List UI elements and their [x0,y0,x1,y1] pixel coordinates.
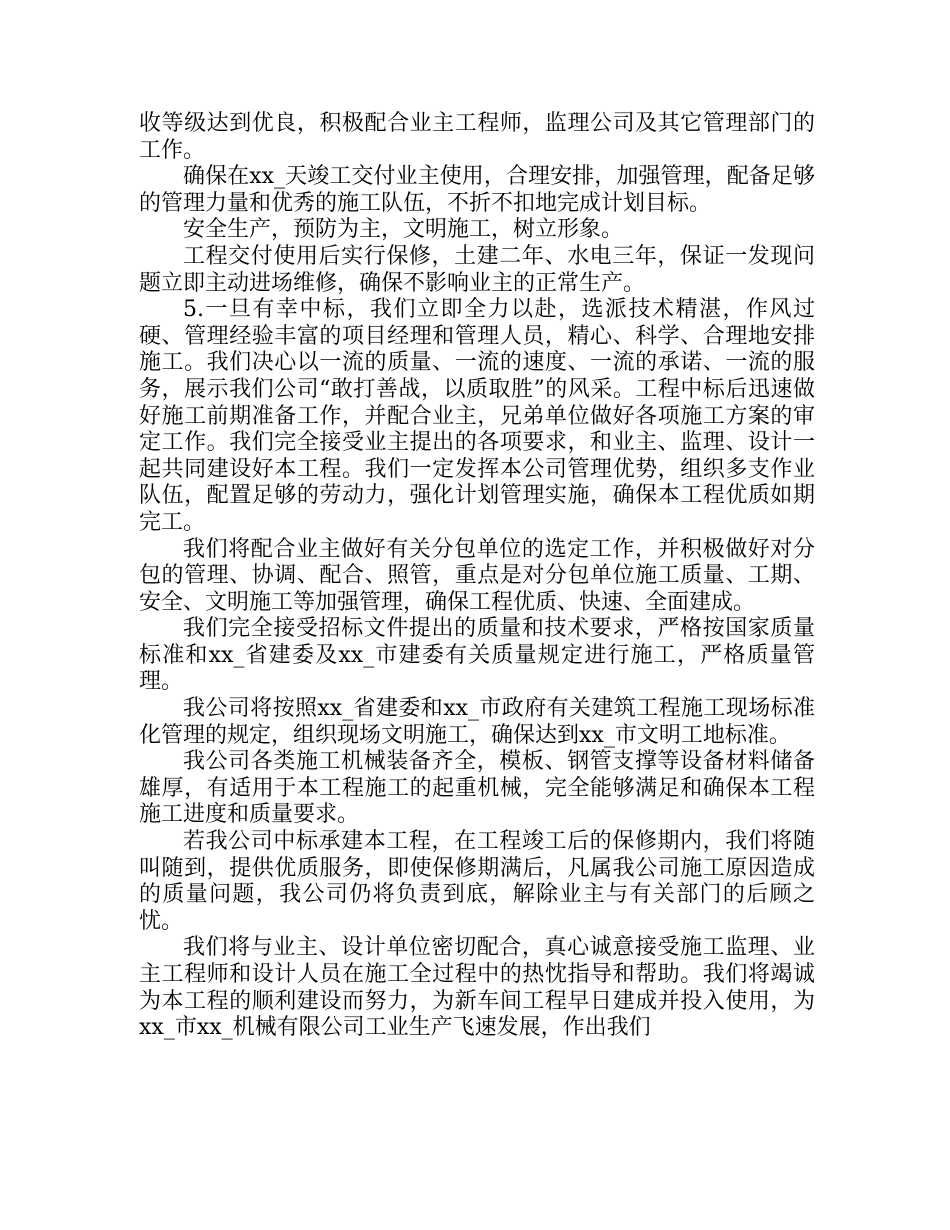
paragraph-6: 我们将配合业主做好有关分包单位的选定工作，并积极做好对分包的管理、协调、配合、照管，重点是对分包单位施工质量、工期、安全、文明施工等加强管理，确保工程优质、快速、全面建成。 [139,536,815,615]
paragraph-11: 我们将与业主、设计单位密切配合，真心诚意接受施工监理、业主工程师和设计人员在施工全过程中的热忱指导和帮助。我们将竭诚为本工程的顺利建设而努力，为新车间工程早日建成并投入使用，为xx_市xx_机械有限公司工业生产飞速发展，作出我们 [139,935,815,1041]
paragraph-7: 我们完全接受招标文件提出的质量和技术要求，严格按国家质量标准和xx_省建委及xx_市建委有关质量规定进行施工，严格质量管理。 [139,616,815,695]
paragraph-2: 确保在xx_天竣工交付业主使用，合理安排，加强管理，配备足够的管理力量和优秀的施工队伍，不折不扣地完成计划目标。 [139,164,815,216]
paragraph-8: 我公司将按照xx_省建委和xx_市政府有关建筑工程施工现场标准化管理的规定，组织现场文明施工，确保达到xx_市文明工地标准。 [139,696,815,748]
paragraph-5: 5.一旦有幸中标，我们立即全力以赴，选派技术精湛，作风过硬、管理经验丰富的项目经理和管理人员，精心、科学、合理地安排施工。我们决心以一流的质量、一流的速度、一流的承诺、一流的服务，展示我们公司“敢打善战，以质取胜”的风采。工程中标后迅速做好施工前期准备工作，并配合业主，兄弟单位做好各项施工方案的审定工作。我们完全接受业主提出的各项要求，和业主、监理、设计一起共同建设好本工程。我们一定发挥本公司管理优势，组织多支作业队伍，配置足够的劳动力，强化计划管理实施，确保本工程优质如期完工。 [139,297,815,535]
document-page [139,111,815,1042]
paragraph-3: 安全生产，预防为主，文明施工，树立形象。 [183,217,624,243]
paragraph-1: 收等级达到优良，积极配合业主工程师，监理公司及其它管理部门的工作。 [139,111,815,163]
paragraph-10: 若我公司中标承建本工程，在工程竣工后的保修期内，我们将随叫随到，提供优质服务，即使保修期满后，凡属我公司施工原因造成的质量问题，我公司仍将负责到底，解除业主与有关部门的后顾之忧。 [139,829,815,934]
paragraph-9: 我公司各类施工机械装备齐全，模板、钢管支撑等设备材料储备雄厚，有适用于本工程施工的起重机械，完全能够满足和确保本工程施工进度和质量要求。 [139,749,815,828]
paragraph-4: 工程交付使用后实行保修，土建二年、水电三年，保证一发现问题立即主动进场维修，确保不影响业主的正常生产。 [139,243,815,296]
